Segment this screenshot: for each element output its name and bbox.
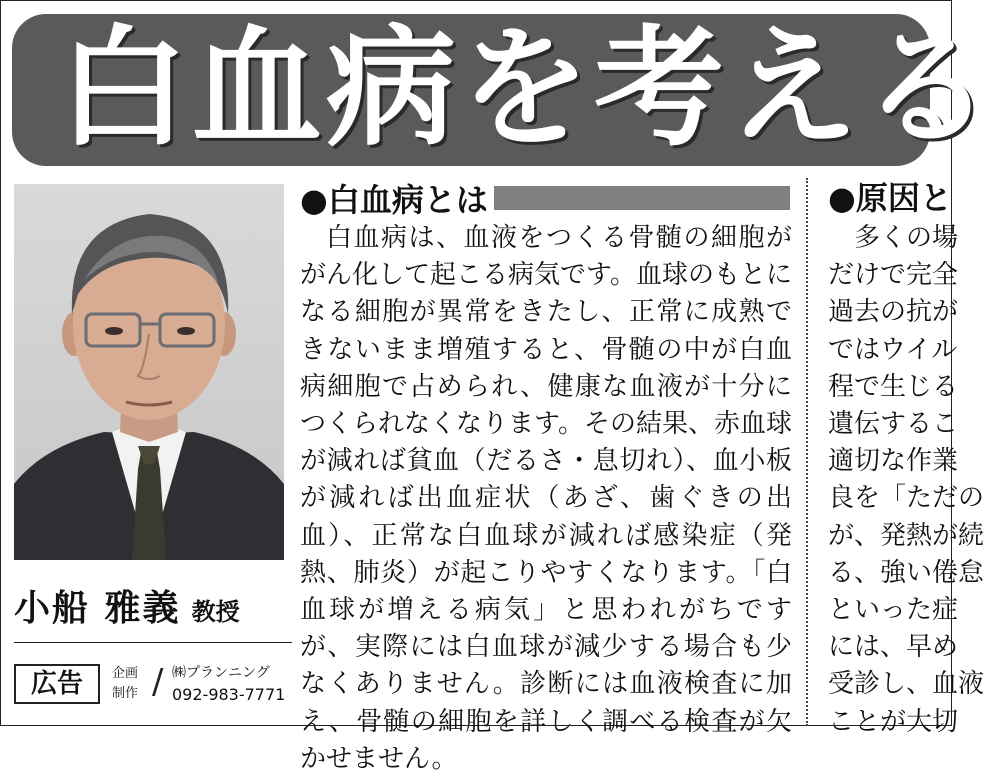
section2-line: ではウイル xyxy=(828,334,958,365)
production-label: 制作 xyxy=(112,686,139,701)
author-title: 教授 xyxy=(191,598,240,626)
author-byline xyxy=(14,580,294,630)
section2-line: 適切な作業 xyxy=(828,446,959,477)
section1-heading-text: ●白血病とは xyxy=(300,181,488,219)
author-name: 小船 雅義 xyxy=(14,588,181,629)
section2-line: 程で生じる xyxy=(828,371,959,402)
section1-heading xyxy=(300,176,790,220)
section2-line: には、早め xyxy=(828,632,959,663)
author-photo xyxy=(14,184,284,560)
credit-divider: / xyxy=(152,662,164,702)
heading-rule xyxy=(494,186,790,210)
author-rule xyxy=(14,642,292,643)
advert-badge: 広告 xyxy=(14,664,100,704)
section2-line: 多くの場 xyxy=(854,223,959,253)
planning-label: 企画 xyxy=(112,666,139,681)
section2-line: といった症 xyxy=(828,595,959,626)
section2-line: だけで完全 xyxy=(828,260,959,291)
section2-line: 遺伝するこ xyxy=(828,409,959,440)
section2-line: る、強い倦怠 xyxy=(828,557,985,588)
section2-line: が、発熱が続 xyxy=(828,520,985,551)
section1-paragraph: 白血病は、血液をつくる骨髄の細胞ががん化して起こる病気です。血球のもとになる細胞が異常をきたし、正常に成熟できないまま増殖すると、骨髄の中が白血病細胞で占められ、健康な血液が十分につくられなくなります。その結果、赤血球が減れば貧血（だるさ・息切れ）、血小板が減れば出血症状（あざ、歯ぐきの出血）、正常な白血球が減れば感染症（発熱、肺炎）が起こりやすくなります。「白血球が増える病気」と思われがちですが、実際には白血球が減少する場合も少なくありません。診断には血液検査に加え、骨髄の細胞を詳しく調べる検査が欠かせません。 xyxy=(300,223,792,774)
company-name: ㈱プランニング xyxy=(172,665,270,681)
section2-line: ことが大切 xyxy=(828,706,959,737)
section2-line: 過去の抗が xyxy=(828,297,959,328)
section2-line: 良を「ただの xyxy=(828,483,985,514)
column-divider xyxy=(806,178,808,726)
company-block xyxy=(172,662,296,706)
company-phone: 092-983-7771 xyxy=(172,685,286,704)
banner-title: 白血病を考える xyxy=(58,11,996,164)
section2-line: 受診し、血液 xyxy=(828,669,985,700)
section2-heading: ●原因と xyxy=(828,179,952,217)
section1-body xyxy=(300,220,792,778)
section2-column xyxy=(828,176,985,737)
title-banner xyxy=(12,11,996,166)
